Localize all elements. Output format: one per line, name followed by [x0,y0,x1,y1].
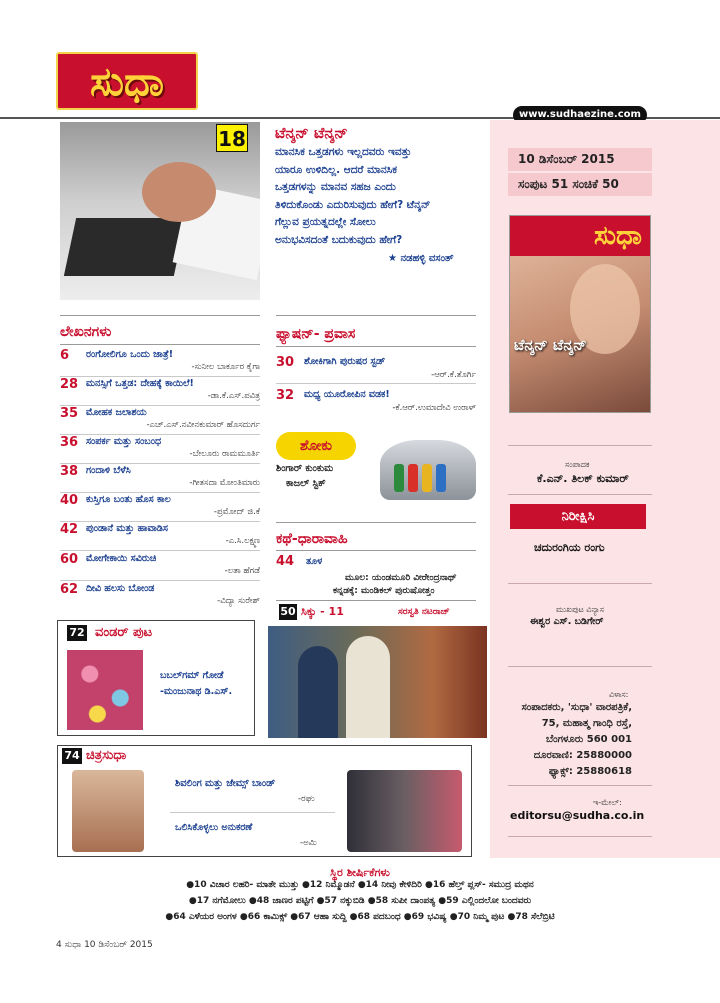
phone-line: ದೂರವಾಣಿ: 25880000 [533,750,632,761]
chitra-item-author: -ಅಮಿ [300,838,317,848]
article-title: ಮೋಗೇಕಾಯಿ ಸವಿರುಚಿ [86,553,157,564]
serial-page[interactable]: 44 [276,554,295,569]
divider [60,580,260,581]
vial-icon [422,464,432,492]
serial-credit-translation: ಕನ್ನಡಕ್ಕೆ: ಮಂಡಿಕಲ್ ಪುರುಷೋತ್ತಂ [333,586,435,596]
cover-thumbnail[interactable] [509,215,651,413]
article-page: 30 [276,355,295,370]
chitra-item-author: -ರಘು [298,794,315,804]
issue-volume: ಸಂಪುಟ 51 ಸಂಚಿಕೆ 50 [508,173,652,196]
article-author: -ಬೇಲೂರು ರಾಮಮೂರ್ತಿ [189,449,260,459]
divider [508,785,652,786]
vial-icon [436,464,446,492]
summary-line: ಯಾರೂ ಉಳಿದಿಲ್ಲ. ಆದರೆ ಮಾನಸಿಕ [275,163,397,176]
laptop-image [64,218,186,276]
article-author: -ವಿದ್ಯಾ ಸುರೇಶ್ [217,596,260,606]
article-title: ಮಧ್ಯ ಯೂರೋಪಿನ ವಡಕ! [304,389,390,400]
section-rule [276,522,476,523]
article-author: -ಎ.ಸಿ.ಲಕ್ಷ್ಮಣ [225,536,260,546]
cover-story-page-number[interactable]: 18 [216,124,248,152]
article-title: ಪುಂಡಾನೆ ಮತ್ತು ಹಾವಾಡಿಸ [86,523,168,534]
summary-line: ಒತ್ತಡಗಳನ್ನು ಮಾನವ ಸಹಜ ಎಂದು [275,181,396,193]
article-page: 36 [60,435,79,450]
fashion-heading: ಫ್ಯಾಷನ್- ಪ್ರವಾಸ [276,326,356,342]
divider [60,405,260,406]
article-page: 40 [60,493,79,508]
editor-name: ಕೆ.ಎನ್. ತಿಲಕ್ ಕುಮಾರ್ [537,472,629,485]
divider [170,812,335,813]
sikku-page[interactable]: 50 [280,605,296,618]
section-rule [276,550,476,551]
article-title: ದೀವಿ ಹಲಸು ಬೋಂಡ [86,583,155,594]
cover-story-summary [275,144,480,249]
wonder-title[interactable]: ವಂಡರ್ ಪುಟ [95,625,153,640]
summary-line: ಮಾನಸಿಕ ಒತ್ತಡಗಳು ಇಲ್ಲದವರು ಇವತ್ತು [275,146,412,158]
summary-line: ಅನುಭವಿಸದಂತೆ ಬದುಕುವುದು ಹೇಗೆ? [275,233,403,246]
wonder-page[interactable]: 72 [67,625,87,641]
sikku-title[interactable]: ಸಿಕ್ಕು - 11 [301,605,344,618]
divider [508,666,652,667]
website-url[interactable]: www.sudhaezine.com [513,106,647,124]
divider [60,521,260,522]
shingar-logo: ಶೋಕು [276,432,356,460]
chitrasudha-title[interactable]: ಚಿತ್ರಸುಧಾ [86,748,127,763]
address-line: ಸಂಪಾದಕರು, 'ಸುಧಾ' ವಾರಪತ್ರಿಕೆ, [521,702,632,713]
bubblegum-wall-photo [67,650,143,730]
fax-line: ಫ್ಯಾಕ್ಸ್: 25880618 [548,766,632,777]
divider [60,550,260,551]
article-page: 38 [60,464,79,479]
divider [60,492,260,493]
section-rule [60,344,260,345]
article-author: -ಗೀತಸದಾ ಮೋಂತಿಮಾರು [189,478,260,488]
summary-line: ತಿಳಿದುಕೊಂಡು ಎದುರಿಸುವುದು ಹೇಗೆ? ಟೆನ್ಶನ್ [275,198,431,211]
section-rule [276,600,476,601]
article-author: -ಸುನೀಲ ಬಾರ್ಕೂರ ಕೈಗಾ [191,362,260,372]
wonder-item: ಬಬಲ್‌ಗಮ್ ಗೋಡೆ [160,670,224,681]
cover-logo: ಸುಧಾ [510,216,651,256]
divider [60,376,260,377]
article-title: ಮನಸ್ಸಿಗೆ ಒತ್ತಡ: ದೇಹಕ್ಕೆ ಕಾಯಿಲೆ! [86,378,194,389]
email-label: ಇ-ಮೇಲ್: [593,798,622,807]
coming-next-badge: ನಿರೀಕ್ಷಿಸಿ [510,504,646,529]
article-page: 28 [60,377,79,392]
serial-title[interactable]: ತೂಳ [306,556,323,567]
regular-columns-line: ●64 ಎಳೆಯರ ಅಂಗಳ ●66 ಕಾಮಿಕ್ಸ್ ●67 ಆಹಾ ಸುದ್ದಿ ●68 ಪದಬಂಧ ●69 ಭವಿಷ್ಯ ●70 ನಿಮ್ಮ ಪುಟ ●78 ಸೆಲೆಬ್ರಿಟಿ [165,912,555,922]
serial-credit-original: ಮೂಲ: ಯಂಡಮೂರಿ ವೀರೇಂದ್ರನಾಥ್ [345,573,457,583]
divider [508,583,652,584]
kumkum-box-image [380,440,476,500]
cover-design-name: ಈಶ್ವರ ಎಸ್. ಬಡಿಗೇರ್ [530,616,604,627]
magazine-logo [56,52,198,110]
address-label: ವಿಳಾಸ: [609,690,629,699]
article-title: ಕುಸ್ತಿಗೂ ಬಂತು ಹೊಸ ಕಾಲ [86,494,171,505]
article-author: -ಪ್ರಮೋದ್ ಜಿ.ಕೆ [213,507,260,517]
head-image [142,162,216,222]
cover-story-title[interactable]: ಟೆನ್ಶನ್ ಟೆನ್ಶನ್ [275,124,348,142]
article-title: ಗಂದಾಳಿ ಬೆಳೆಸಿ [86,465,131,476]
address-block [508,700,632,780]
divider [60,434,260,435]
cover-design-label: ಮುಖಪುಟ ವಿನ್ಯಾಸ [556,605,605,614]
vial-icon [394,464,404,492]
shingar-sub: ಕಾಜಲ್ ಸ್ಟಿಕ್ [286,478,326,489]
person-figure [298,646,338,738]
coming-next-title[interactable]: ಚದುರಂಗಿಯ ರಂಗು [534,541,605,554]
divider [508,494,652,495]
cover-headline: ಟೆನ್ಶನ್ ಟೆನ್ಶನ್ [514,336,587,354]
article-author: -ಕೆ.ಆರ್.ಉಮಾದೇವಿ ಉರಾಳ್ [392,403,476,413]
article-title: ಮೋಹಕ ಜಲಾಶಯ [86,407,147,418]
section-rule [60,315,260,316]
regular-columns-line: ●10 ವಿಚಾರ ಲಹರಿ- ಮಾತೇ ಮುತ್ತು ●12 ನಿಮ್ಮೊಡನೆ ●14 ನೀವು ಕೇಳಿದಿರಿ ●16 ಹೆಲ್ತ್ ಪ್ಲಸ್- ಸಮುದ್ರ ಮಥನ [186,880,534,890]
article-page: 42 [60,522,79,537]
address-line: 75, ಮಹಾತ್ಮ ಗಾಂಧಿ ರಸ್ತೆ, [541,718,632,729]
wonder-author: -ಮಂಜುನಾಥ ಡಿ.ಎಸ್. [160,686,233,697]
article-author: -ಆರ್.ಕೆ.ತೊರ್ಗಿ [431,370,476,380]
divider [508,836,652,837]
divider [60,463,260,464]
article-title: ರಂಗೋಲಿಗೂ ಒಂದು ಜಾತ್ರೆ! [86,349,174,360]
issue-date: 10 ಡಿಸೆಂಬರ್ 2015 [508,148,652,171]
divider [276,383,476,384]
article-title: ಸಂಪರ್ಕ ಮತ್ತು ಸಂಬಂಧ [86,436,162,447]
address-line: ಬೆಂಗಳೂರು 560 001 [545,734,632,745]
article-page: 32 [276,388,295,403]
chitrasudha-page[interactable]: 74 [62,748,82,764]
sikku-photo [268,626,487,738]
article-page: 60 [60,552,79,567]
article-author: -ಎಚ್.ಎಸ್.ನವೀನಕುಮಾರ್ ಹೊಸದುರ್ಗ [146,420,260,430]
article-author: -ಡಾ.ಕೆ.ಎಸ್.ಪವಿತ್ರ [207,391,260,401]
shingar-label: ಶಿಂಗಾರ್ ಕುಂಕುಮ [276,463,334,474]
serial-heading: ಕಥೆ-ಧಾರಾವಾಹಿ [276,531,348,547]
article-title: ಶೋಕಿಗಾಗಿ ಪುರುಷರ ಸ್ಟಡ್ [304,356,386,367]
chitra-item-title[interactable]: ಒಲಿಸಿಕೊಳ್ಳಲು ಅನುಕರಣೆ [175,822,253,833]
page-folio: 4 ಸುಧಾ 10 ಡಿಸೆಂಬರ್ 2015 [56,940,153,950]
regular-columns-line: ●17 ನಗೆಮೋಲು ●48 ಜಾಣರ ಪಟ್ಟಿಗೆ ●57 ನಕ್ಕುಬಿಡಿ ●58 ಸುಪೀ ದಾಂಪತ್ಯ ●59 ಎಲ್ಲಿಂದಲೋ ಬಂದವರು [188,896,532,906]
wonder-text [160,668,232,700]
actress-photo [72,770,144,852]
email-address[interactable]: editorsu@sudha.co.in [510,809,645,822]
article-page: 62 [60,582,79,597]
article-page: 6 [60,348,70,363]
person-figure [346,636,390,738]
regular-columns-heading: ಸ್ಥಿರ ಶೀರ್ಷಿಕೆಗಳು [330,866,390,879]
summary-line: ಗೆಲ್ಲುವ ಪ್ರಯತ್ನದಲ್ಲೇ ಸೋಲು [275,216,376,228]
cover-story-author: ★ ನಡಹಳ್ಳಿ ವಸಂತ್ [388,253,454,264]
section-rule [276,315,476,316]
editor-label: ಸಂಪಾದಕ [565,460,590,469]
logo-text: ಸುಧಾ [90,57,164,105]
article-author: -ಲತಾ ಹೆಗಡೆ [224,566,260,576]
articles-heading: ಲೇಖನಗಳು [60,324,112,340]
article-page: 35 [60,406,79,421]
sikku-author: ಸರಸ್ವತಿ ನಟರಾಜ್ [398,607,450,617]
section-rule [276,346,476,347]
film-couple-photo [347,770,462,852]
chitra-item-title[interactable]: ಶಿವಲಿಂಗ ಮತ್ತು ಜೇಮ್ಸ್ ಬಾಂಡ್ [175,778,276,789]
divider [508,445,652,446]
vial-icon [408,464,418,492]
